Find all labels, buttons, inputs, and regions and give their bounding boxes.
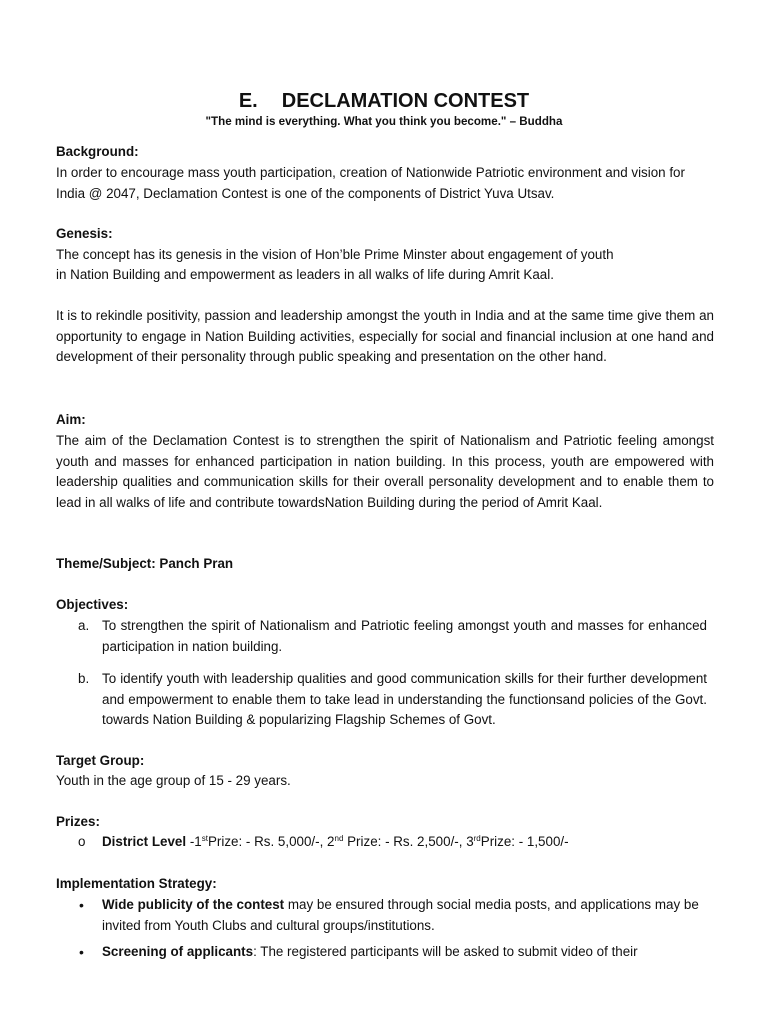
item-text: : The registered participants will be asked to submit video of their <box>253 944 638 959</box>
implementation-item-screening <box>79 942 707 963</box>
target-group-heading: Target Group: <box>56 753 145 768</box>
page-title <box>0 88 768 114</box>
prize-text: -1 <box>186 834 202 849</box>
objective-item-a <box>78 616 707 657</box>
objective-item-b <box>78 669 707 731</box>
objectives-heading: Objectives: <box>56 597 129 612</box>
item-lead: Wide publicity of the contest <box>102 897 285 912</box>
genesis-line-1: The concept has its genesis in the vision of Hon’ble Prime Minster about engagement of youth <box>56 247 614 262</box>
prize-text: Prize: - Rs. 2,500/-, 3 <box>343 834 474 849</box>
list-marker: a. <box>78 618 90 633</box>
ordinal-suffix: st <box>201 834 208 843</box>
ordinal-suffix: nd <box>334 834 344 843</box>
prize-text: Prize: - Rs. 5,000/-, 2 <box>207 834 335 849</box>
buddha-quote: "The mind is everything. What you think you become." – Buddha <box>205 115 563 128</box>
implementation-item-publicity <box>79 895 707 936</box>
genesis-line-2: in Nation Building and empowerment as leaders in all walks of life during Amrit Kaal. <box>56 267 554 282</box>
ordinal-suffix: rd <box>473 834 481 843</box>
target-group-text: Youth in the age group of 15 - 29 years. <box>56 773 291 788</box>
section-number: E. <box>238 90 258 112</box>
bullet-icon: • <box>79 944 84 960</box>
objective-text: To strengthen the spirit of Nationalism and Patriotic feeling amongst youth and masses for enhanced participation in nation building. <box>102 618 707 654</box>
list-marker: b. <box>78 671 90 686</box>
bullet-icon: • <box>79 897 84 913</box>
genesis-heading: Genesis: <box>56 226 113 241</box>
item-lead: Screening of applicants <box>102 944 254 959</box>
objective-text: To identify youth with leadership qualities and good communication skills for their further development and empowerment to enable them to take lead in understanding the functionsand policies of the Govt. towards Nation Building & popularizing Flagship Schemes of Govt. <box>102 671 707 727</box>
item-text: may be ensured through social media posts, and applications may be invited from Youth Clubs and cultural groups/institutions. <box>102 897 699 933</box>
list-marker: o <box>78 834 86 849</box>
theme-subject: Theme/Subject: Panch Pran <box>56 556 234 571</box>
background-heading: Background: <box>56 144 139 159</box>
prizes-heading: Prizes: <box>56 814 100 829</box>
aim-text: The aim of the Declamation Contest is to strengthen the spirit of Nationalism and Patriotic feeling amongst youth and masses for enhanced participation in nation building. In this process, youth are empowered with leadership qualities and communication skills for their overall personality development and to enable them to lead in all walks of life and contribute towardsNation Building during the period of Amrit Kaal. <box>56 433 714 510</box>
prize-text: Prize: - 1,500/- <box>480 834 569 849</box>
background-text: In order to encourage mass youth participation, creation of Nationwide Patriotic environment and vision for India @ 2047, Declamation Contest is one of the components of District Yuva Utsav. <box>56 165 685 201</box>
section-title: DECLAMATION CONTEST <box>281 90 530 112</box>
prize-level: District Level <box>102 834 187 849</box>
genesis-paragraph-2: It is to rekindle positivity, passion and leadership amongst the youth in India and at the same time give them an opportunity to engage in Nation Building activities, especially for social and financial inclusion at one hand and development of their personality through public speaking and presentation on the other hand. <box>56 308 714 364</box>
implementation-heading: Implementation Strategy: <box>56 876 217 891</box>
aim-heading: Aim: <box>56 412 86 427</box>
prize-district-level <box>78 832 707 853</box>
